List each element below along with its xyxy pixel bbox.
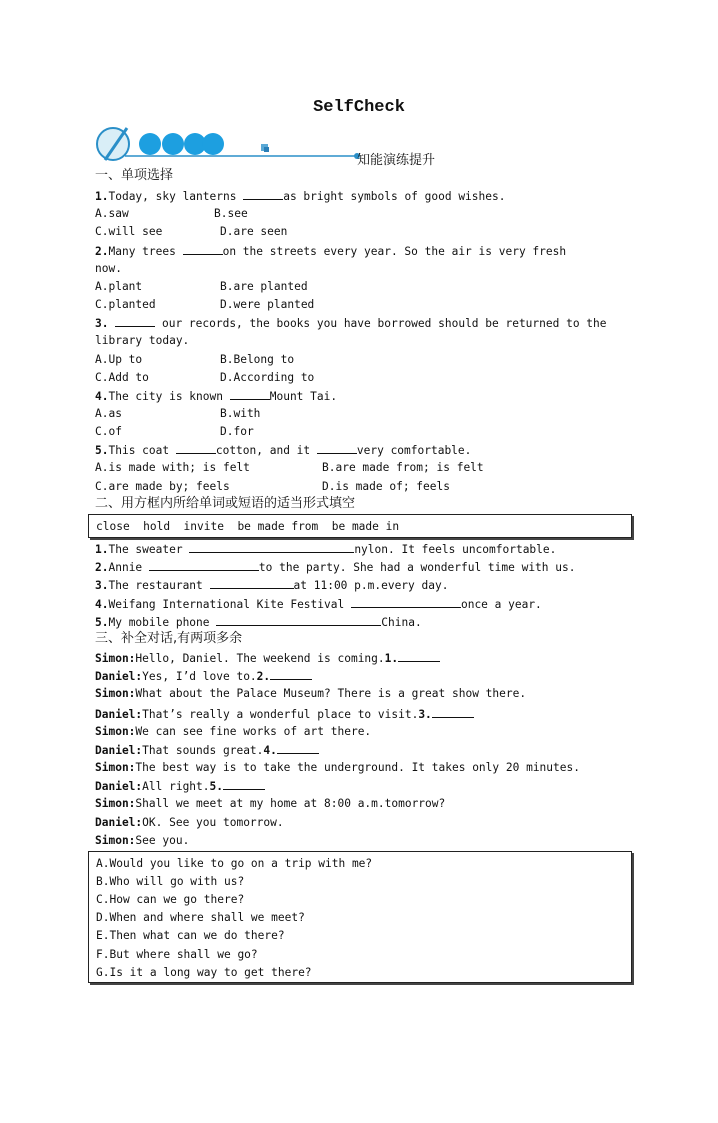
option: C.planted [95,298,156,311]
dialogue-line: Daniel:Yes, I’d love to.2. [95,668,312,685]
question-3-cont: library today. [95,334,190,347]
option: B.with [220,407,261,420]
section3-heading: 三、补全对话,有两项多余 [95,631,243,646]
option: A.plant [95,280,143,293]
choice-item: C.How can we go there? [96,893,245,906]
fill-item-3: 3.The restaurant at 11:00 p.m.every day. [95,579,449,592]
option: C.of [95,425,122,438]
choice-item: D.When and where shall we meet? [96,911,305,924]
choice-item: E.Then what can we do there? [96,929,285,942]
option: C.are made by; feels [95,480,230,493]
fill-item-1: 1.The sweater nylon. It feels uncomfortable. [95,543,557,556]
question-5: 5.This coat cotton, and it very comfortable. [95,444,472,457]
section1-heading: 一、单项选择 [95,168,174,183]
question-3: 3. our records, the books you have borrowed should be returned to the [95,317,607,330]
question-4: 4.The city is known Mount Tai. [95,390,338,403]
choice-item: A.Would you like to go on a trip with me? [96,857,373,870]
page-title: SelfCheck [313,98,405,117]
option: A.is made with; is felt [95,461,250,474]
dialogue-line: Daniel:OK. See you tomorrow. [95,816,284,829]
option: D.are seen [220,225,288,238]
fill-item-5: 5.My mobile phone China. [95,616,422,629]
option: D.According to [220,371,315,384]
dialogue-line: Simon:The best way is to take the underground. It takes only 20 minutes. [95,761,580,774]
question-2: 2.Many trees on the streets every year. So the air is very fresh [95,245,567,258]
dialogue-line: Simon:What about the Palace Museum? There is a great show there. [95,687,527,700]
option: D.is made of; feels [322,480,450,493]
dialogue-line: Simon:See you. [95,834,190,847]
choices-box [88,851,632,983]
choice-item: G.Is it a long way to get there? [96,966,312,979]
option: A.Up to [95,353,143,366]
dialogue-line: Daniel:That’s really a wonderful place to visit.3. [95,706,474,723]
option: B.are made from; is felt [322,461,484,474]
question-1: 1.Today, sky lanterns as bright symbols of good wishes. [95,190,506,203]
option: A.saw [95,207,129,220]
option: A.as [95,407,122,420]
option: C.Add to [95,371,149,384]
option: B.Belong to [220,353,295,366]
choice-item: B.Who will go with us? [96,875,245,888]
dialogue-line: Daniel:All right.5. [95,778,265,795]
option: B.see [214,207,248,220]
fill-item-4: 4.Weifang International Kite Festival once a year. [95,598,542,611]
dialogue-line: Simon:Shall we meet at my home at 8:00 a.m.tomorrow? [95,797,446,810]
option: D.for [220,425,254,438]
fill-item-2: 2.Annie to the party. She had a wonderful time with us. [95,561,576,574]
option: D.were planted [220,298,315,311]
option: C.will see [95,225,163,238]
question-2-cont: now. [95,262,122,275]
dialogue-line: Simon:We can see fine works of art there. [95,725,372,738]
banner-label: 知能演练提升 [357,153,436,168]
dialogue-line: Daniel:That sounds great.4. [95,742,319,759]
word-box [88,514,632,538]
choice-item: F.But where shall we go? [96,948,258,961]
option: B.are planted [220,280,308,293]
section2-heading: 二、用方框内所给单词或短语的适当形式填空 [95,496,356,511]
word-box-text: close hold invite be made from be made in [96,520,400,533]
dialogue-line: Simon:Hello, Daniel. The weekend is coming.1. [95,650,440,667]
